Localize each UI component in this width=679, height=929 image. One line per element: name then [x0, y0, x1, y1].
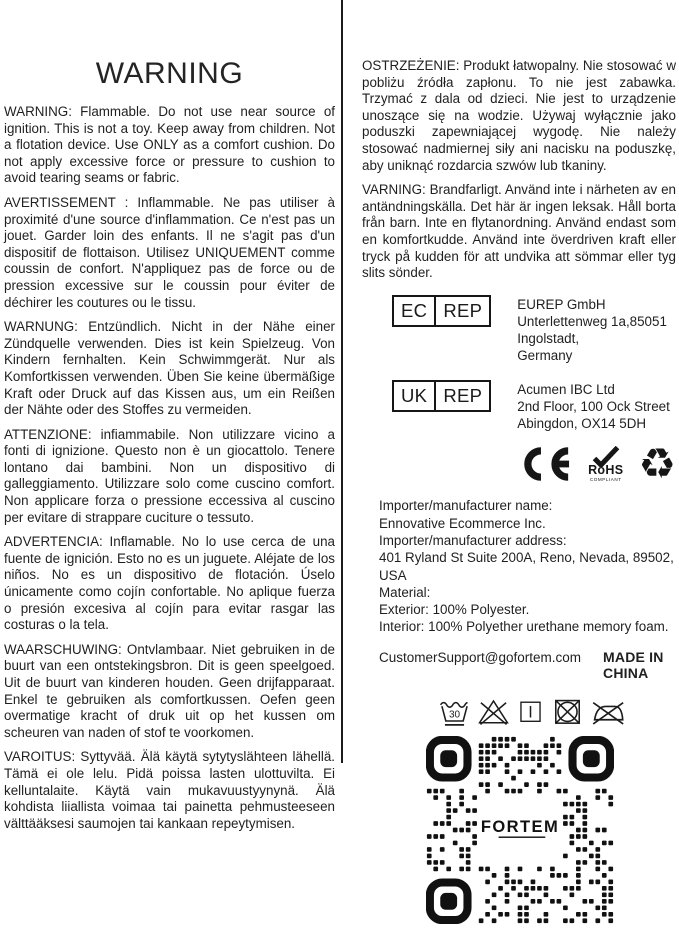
warning-paragraph-english: WARNING: Flammable. Do not use near source of ignition. This is not a toy. Keep away from children. Not a flotation device. Use ONLY as a comfort cushion. Do not apply excessive force or pressure to cushion to avoid tearing seams or fabric.: [4, 104, 335, 186]
contact-row: [379, 649, 676, 681]
importer-line: Ennovative Ecommerce Inc.: [379, 515, 546, 531]
qr-finder-top-left: [430, 740, 468, 778]
do-not-bleach-icon: [477, 692, 510, 730]
rohs-compliant-label: COMPLIANT: [589, 477, 622, 483]
importer-info: [379, 497, 676, 635]
eu-rep-line: Unterlettenweg 1a,85051 Ingolstadt,: [517, 313, 667, 346]
column-divider: [341, 0, 343, 763]
uk-rep-row: [392, 380, 676, 432]
importer-line: Interior: 100% Polyether urethane memory foam.: [379, 619, 669, 635]
uk-rep-line: Acumen IBC Ltd: [517, 382, 615, 398]
contact-email: CustomerSupport@gofortem.com: [379, 649, 582, 665]
do-not-tumble-dry-icon: [551, 692, 584, 730]
warning-paragraph-italian: ATTENZIONE: infiammabile. Non utilizzare vicino a fonti di ignizione. Questo non è un giocattolo. Tenere lontano dai bambini. Non un dispositivo di galleggiamento. Utilizzare solo come cuscino comfort. Non applicare forza o pressione eccessiva al cuscino per evitare di strappare cuciture o tessuto.: [4, 426, 335, 525]
warning-paragraph-polish: OSTRZEŻENIE: Produkt łatwopalny. Nie stosować w pobliżu źródła zapłonu. To nie jest zabawka. Trzymać z dala od dzieci. Nie jest to urządzenie unoszące się na wodzie. Używaj wyłącznie jako poduszki zapewniającej wygodę. Nie należy stosować nadmiernej siły ani nacisku na poduszkę, aby uniknąć rozdarcia szwów lub tkaniny.: [362, 58, 676, 173]
ec-rep-row: [392, 295, 676, 364]
ce-mark-icon: [517, 444, 573, 484]
eu-representative-address: [517, 295, 676, 364]
warning-paragraph-finnish: VAROITUS: Syttyvää. Älä käytä sytytyslähteen lähellä. Tämä ei ole lelu. Pidä poissa lasten ulottuvilta. Ei kelluntalaite. Käytä vain mukavuustyynynä. Älä kohdista liiallista voimaa tai painetta pehmusteeseen välttääksesi saumojen tai kankaan repeytymisen.: [4, 749, 335, 831]
qr-brand-logo: FORTEM: [480, 816, 560, 836]
importer-line: Exterior: 100% Polyester.: [379, 602, 530, 618]
left-column: [4, 0, 335, 840]
warning-paragraph-spanish: ADVERTENCIA: Inflamable. No lo use cerca de una fuente de ignición. Esto no es un juguete. Aléjate de los niños. No es un dispositivo de flotación. Úselo únicamente como cojín confortable. No aplique fuerza o presión excesiva al cojín para evitar rasgar las costuras o la tela.: [4, 534, 335, 633]
do-not-iron-icon: [590, 692, 625, 730]
warning-paragraph-dutch: WAARSCHUWING: Ontvlambaar. Niet gebruiken in de buurt van een ontstekingsbron. Dit is geen speelgoed. Uit de buurt van kinderen houden. Geen drijfapparaat. Enkel te gebruiken als comfortkussen. Oefen geen overmatige kracht of druk uit op het kussen om scheuren van naden of stof te voorkomen.: [4, 641, 335, 740]
machine-wash-30-icon: [438, 692, 471, 730]
importer-line: Importer/manufacturer address:: [379, 532, 567, 548]
uk-rep-line: 2nd Floor, 100 Ock Street: [517, 399, 670, 415]
qr-finder-top-right: [573, 740, 611, 778]
care-symbols-row: [438, 692, 676, 730]
warning-paragraph-french: AVERTISSEMENT : Inflammable. Ne pas utiliser à proximité d'une source d'inflammation. Ce n'est pas un jouet. Garder loin des enfants. Il ne s'agit pas d'un dispositif de flottaison. Utilisez UNIQUEMENT comme coussin de confort. N'appliquez pas de force ou de pression excessive sur le coussin pour éviter de déchirer les coutures ou le tissu.: [4, 194, 335, 310]
warning-paragraph-swedish: VARNING: Brandfarligt. Använd inte i närheten av en antändningskälla. Det här är ingen leksak. Håll borta från barn. Inte en flytanordning. Använd endast som en komfortkudde. Använd inte överdriven kraft eller tryck på kudden för att undvika att sömmar eller tyg slits sönder.: [362, 182, 676, 281]
eu-rep-line: Germany: [517, 348, 573, 363]
certifications-row: [517, 439, 676, 489]
uk-rep-badge: [392, 380, 491, 412]
ec-rep-badge-right: REP: [434, 297, 489, 325]
rohs-label: RoHS: [588, 463, 624, 478]
importer-line: Importer/manufacturer name:: [379, 498, 553, 514]
wash-temperature-label: 30: [448, 709, 461, 721]
ec-rep-badge-left: EC: [401, 299, 428, 321]
recycling-icon: ♻: [638, 439, 676, 489]
importer-line: Material:: [379, 584, 431, 600]
made-in-china-label: MADE IN CHINA: [603, 648, 664, 681]
ec-rep-badge: [392, 295, 491, 327]
page-title: WARNING: [95, 57, 244, 90]
eu-rep-line: EUREP GmbH: [517, 296, 606, 312]
uk-rep-line: Abingdon, OX14 5DH: [517, 416, 647, 432]
uk-rep-badge-right: REP: [434, 382, 489, 410]
qr-code: [426, 736, 614, 924]
qr-brand-underline: [499, 836, 546, 837]
uk-representative-address: [517, 380, 670, 432]
qr-finder-bottom-left: [430, 882, 468, 920]
importer-line: 401 Ryland St Suite 200A, Reno, Nevada, 89502, USA: [379, 550, 674, 583]
warning-paragraph-german: WARNUNG: Entzündlich. Nicht in der Nähe einer Zündquelle verwenden. Dies ist kein Spielzeug. Von Kindern fernhalten. Kein Schwimmgerät. Nur als Komfortkissen verwenden. Üben Sie keine übermäßige Kraft oder Druck auf das Kissen aus, um ein Reißen der Nähte oder des Stoffes zu vermeiden.: [4, 319, 335, 418]
drip-dry-icon: [516, 692, 545, 730]
right-column: [362, 0, 676, 929]
uk-rep-badge-left: UK: [401, 385, 428, 407]
rohs-badge: [588, 446, 623, 483]
